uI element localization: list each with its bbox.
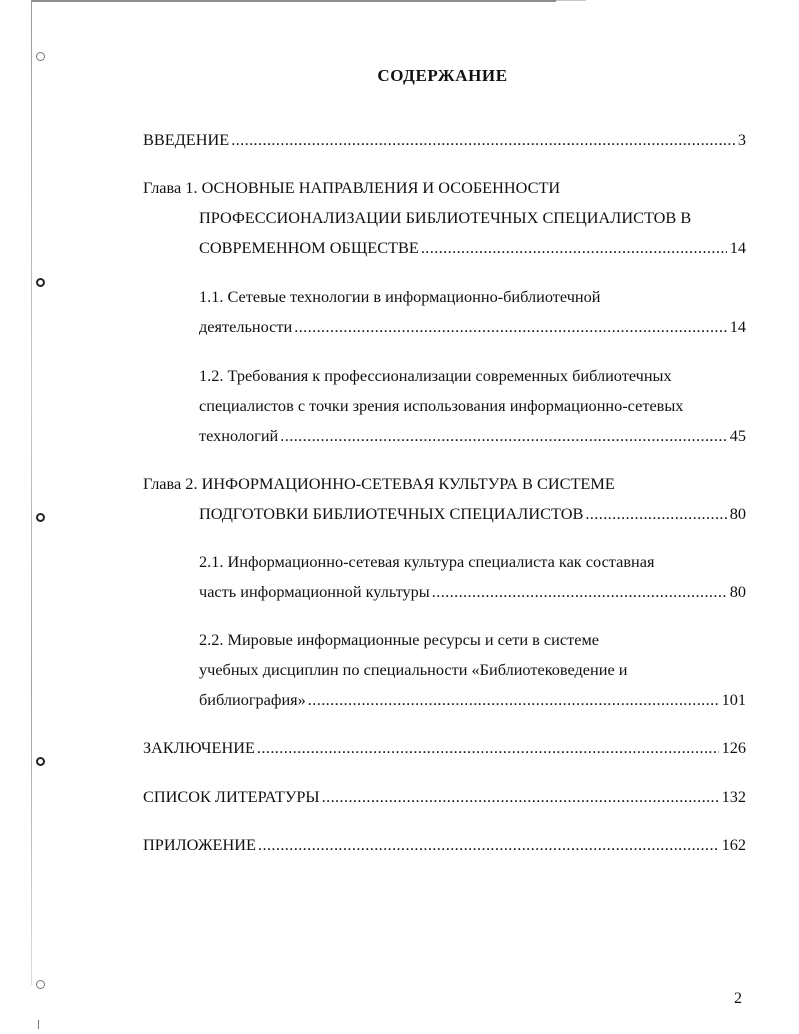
scan-edge-top	[31, 0, 556, 2]
toc-line: 1.1. Сетевые технологии в информационно-библиотечной	[199, 287, 601, 306]
binding-hole-icon	[36, 513, 45, 522]
toc-line: Глава 2. ИНФОРМАЦИОННО-СЕТЕВАЯ КУЛЬТУРА В СИСТЕМЕ	[143, 474, 615, 493]
toc-leader	[258, 835, 719, 855]
toc-label: деятельности	[199, 317, 293, 336]
toc-line-with-page	[199, 504, 746, 524]
toc-label: СОВРЕМЕННОМ ОБЩЕСТВЕ	[199, 238, 419, 257]
toc-line: Глава 1. ОСНОВНЫЕ НАПРАВЛЕНИЯ И ОСОБЕННОСТИ	[143, 178, 561, 197]
toc-line: специалистов с точки зрения использования информационно-сетевых	[199, 396, 684, 415]
toc-line: 2.2. Мировые информационные ресурсы и сети в системе	[199, 630, 599, 649]
toc-label: ПРИЛОЖЕНИЕ	[143, 835, 256, 854]
toc-page-number: 45	[729, 426, 746, 445]
toc-leader	[231, 130, 735, 150]
scan-mark	[38, 1020, 39, 1029]
toc-line-with-page	[199, 690, 746, 710]
toc-page-number: 80	[729, 582, 746, 601]
toc-leader	[421, 238, 727, 258]
toc-leader	[257, 738, 719, 758]
toc-page-number: 3	[737, 130, 746, 149]
toc-page-number: 162	[721, 835, 746, 854]
scan-edge-left	[31, 0, 32, 985]
toc-page-number: 80	[729, 504, 746, 523]
toc-entry-references[interactable]	[143, 787, 746, 807]
toc-page-number: 126	[721, 738, 746, 757]
toc-leader	[432, 582, 727, 602]
toc-label: СПИСОК ЛИТЕРАТУРЫ	[143, 787, 320, 806]
toc-line: 1.2. Требования к профессионализации современных библиотечных	[199, 366, 672, 385]
toc-leader	[294, 317, 727, 337]
binding-hole-icon	[36, 52, 45, 61]
toc-line: 2.1. Информационно-сетевая культура специалиста как составная	[199, 552, 655, 571]
toc-leader	[280, 426, 726, 446]
toc-label: часть информационной культуры	[199, 582, 430, 601]
toc-line-with-page	[199, 238, 746, 258]
toc-page-number: 132	[721, 787, 746, 806]
toc-line-with-page	[199, 426, 746, 446]
toc-label: ЗАКЛЮЧЕНИЕ	[143, 738, 255, 757]
toc-line-with-page	[199, 582, 746, 602]
toc-page-number: 101	[721, 690, 746, 709]
scan-edge-top-fragment	[556, 0, 586, 1]
toc-label: библиография»	[199, 690, 306, 709]
toc-label: ВВЕДЕНИЕ	[143, 130, 230, 149]
binding-hole-icon	[36, 980, 45, 989]
binding-hole-icon	[36, 757, 45, 766]
toc-entry-appendix[interactable]	[143, 835, 746, 855]
toc-label: технологий	[199, 426, 279, 445]
toc-entry-conclusion[interactable]	[143, 738, 746, 758]
page-title: СОДЕРЖАНИЕ	[377, 66, 508, 85]
toc-entry-intro[interactable]	[143, 130, 746, 150]
toc-page-number: 14	[729, 317, 746, 336]
page-number: 2	[734, 990, 742, 1007]
toc-line: учебных дисциплин по специальности «Библиотековедение и	[199, 660, 628, 679]
toc-leader	[585, 504, 726, 524]
toc-leader	[308, 690, 719, 710]
toc-line-with-page	[199, 317, 746, 337]
toc-line: ПРОФЕССИОНАЛИЗАЦИИ БИБЛИОТЕЧНЫХ СПЕЦИАЛИСТОВ В	[199, 208, 692, 227]
binding-hole-icon	[36, 278, 45, 287]
toc-label: ПОДГОТОВКИ БИБЛИОТЕЧНЫХ СПЕЦИАЛИСТОВ	[199, 504, 584, 523]
toc-page-number: 14	[729, 238, 746, 257]
toc-leader	[322, 787, 719, 807]
